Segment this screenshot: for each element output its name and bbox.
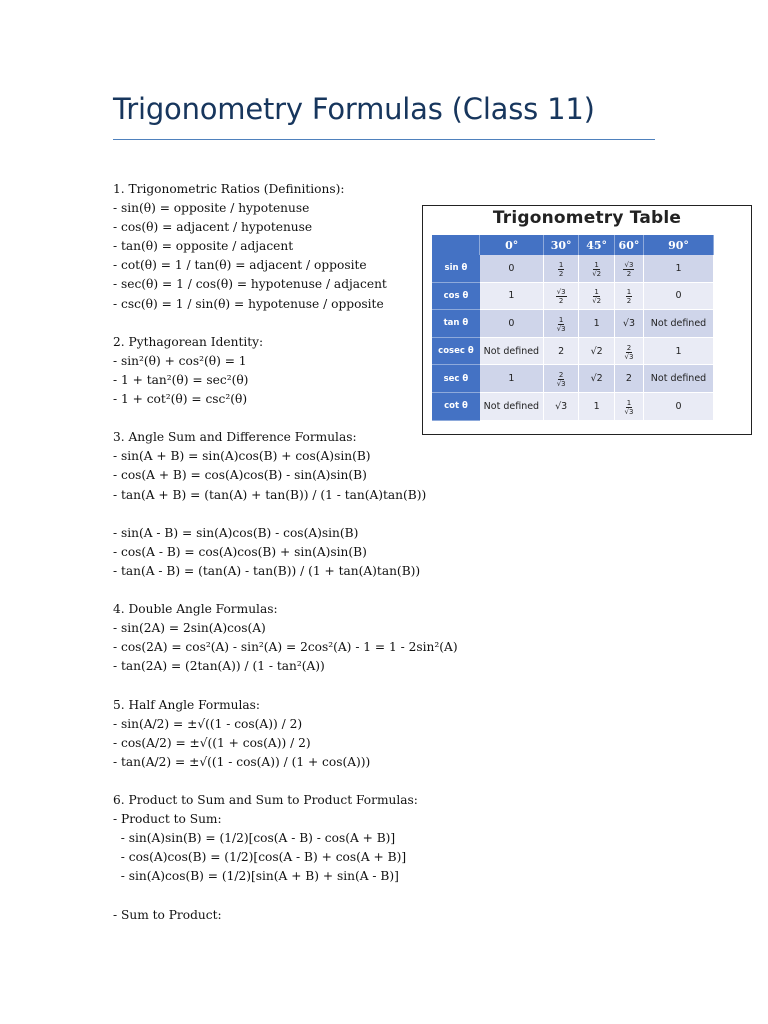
- formula-line: - sin(A)sin(B) = (1/2)[cos(A - B) - cos(A + B)]: [113, 831, 396, 846]
- fraction: [591, 288, 602, 305]
- formula-line: 4. Double Angle Formulas:: [113, 602, 278, 617]
- fraction: [623, 344, 634, 361]
- trig-table-corner: [432, 235, 480, 255]
- formula-line: - tan(A + B) = (tan(A) + tan(B)) / (1 - tan(A)tan(B)): [113, 487, 427, 502]
- formula-line: - tan(A/2) = ±√((1 - cos(A)) / (1 + cos(A))): [113, 754, 371, 769]
- trig-row-header: cosec θ: [432, 337, 480, 365]
- formula-line: - cos(θ) = adjacent / hypotenuse: [113, 220, 313, 235]
- trig-row-header: tan θ: [432, 310, 480, 338]
- trig-row: [432, 337, 714, 365]
- trig-col-header: 90°: [643, 235, 713, 255]
- trig-cell: √2: [579, 337, 615, 365]
- page-title: Trigonometry Formulas (Class 11): [113, 92, 595, 126]
- fraction-numerator: 1: [558, 260, 564, 269]
- fraction-denominator: 2: [626, 297, 632, 306]
- trig-cell: 1: [643, 255, 713, 282]
- fraction: [558, 261, 564, 278]
- fraction-numerator: √3: [556, 288, 566, 297]
- formula-line: - 1 + tan²(θ) = sec²(θ): [113, 372, 249, 387]
- formula-line: - tan(A - B) = (tan(A) - tan(B)) / (1 + tan(A)tan(B)): [113, 563, 421, 578]
- trig-cell: 2: [614, 365, 643, 393]
- trig-cell: 1: [480, 365, 544, 393]
- fraction-denominator: 2: [558, 297, 564, 306]
- formula-line: - 1 + cot²(θ) = csc²(θ): [113, 392, 248, 407]
- formula-line: - cos(2A) = cos²(A) - sin²(A) = 2cos²(A) - 1 = 1 - 2sin²(A): [113, 640, 458, 655]
- trig-row: [432, 365, 714, 393]
- trig-cell: Not defined: [643, 365, 713, 393]
- trig-cell: 2: [543, 337, 579, 365]
- trig-cell: 1: [643, 337, 713, 365]
- fraction: [623, 261, 634, 278]
- fraction-numerator: 1: [594, 260, 599, 269]
- trig-row-header: sin θ: [432, 255, 480, 282]
- fraction-denominator: √3: [624, 352, 634, 361]
- trig-cell: √3: [614, 310, 643, 338]
- formula-line: - Product to Sum:: [113, 812, 222, 827]
- trig-table: [432, 235, 714, 421]
- fraction-numerator: 1: [626, 288, 632, 297]
- trig-row-header: cot θ: [432, 392, 480, 420]
- trig-cell: [543, 310, 579, 338]
- trig-table-heading: Trigonometry Table: [492, 208, 682, 228]
- trig-cell: [614, 337, 643, 365]
- formula-line: - sin(2A) = 2sin(A)cos(A): [113, 621, 266, 636]
- formula-line: - cot(θ) = 1 / tan(θ) = adjacent / opposite: [113, 258, 367, 273]
- trig-cell: √3: [543, 392, 579, 420]
- trig-cell: 1: [480, 282, 544, 310]
- trig-col-header: 45°: [579, 235, 615, 255]
- trig-cell: Not defined: [480, 337, 544, 365]
- fraction-numerator: 1: [626, 398, 632, 407]
- trig-row: [432, 255, 714, 282]
- fraction-numerator: 2: [626, 343, 632, 352]
- fraction-denominator: 2: [558, 269, 564, 278]
- trig-cell: [543, 282, 579, 310]
- fraction-denominator: √2: [592, 269, 602, 278]
- fraction-numerator: 2: [558, 371, 564, 380]
- trig-cell: 1: [579, 310, 615, 338]
- trig-cell: [579, 255, 615, 282]
- fraction-denominator: 2: [626, 269, 632, 278]
- trig-row-header: cos θ: [432, 282, 480, 310]
- trig-col-header: 0°: [480, 235, 544, 255]
- formula-line: - sin(A/2) = ±√((1 - cos(A)) / 2): [113, 716, 303, 731]
- formula-line: - cos(A/2) = ±√((1 + cos(A)) / 2): [113, 735, 311, 750]
- fraction-denominator: √2: [592, 297, 602, 306]
- formula-line: - sin²(θ) + cos²(θ) = 1: [113, 353, 247, 368]
- formula-line: 6. Product to Sum and Sum to Product Formulas:: [113, 793, 418, 807]
- formula-line: 1. Trigonometric Ratios (Definitions):: [113, 182, 345, 196]
- trig-cell: √2: [579, 365, 615, 393]
- fraction-numerator: 1: [594, 288, 599, 297]
- formula-line: - sin(A + B) = sin(A)cos(B) + cos(A)sin(B): [113, 449, 371, 464]
- trig-col-header: 30°: [543, 235, 579, 255]
- trig-cell: [579, 282, 615, 310]
- formula-line: - sin(A - B) = sin(A)cos(B) - cos(A)sin(B): [113, 525, 359, 540]
- trig-cell: Not defined: [480, 392, 544, 420]
- blank-line: [113, 581, 633, 600]
- fraction: [591, 261, 602, 278]
- formula-line: 3. Angle Sum and Difference Formulas:: [113, 430, 357, 445]
- fraction-denominator: √3: [556, 324, 566, 333]
- formula-line: - cos(A)cos(B) = (1/2)[cos(A - B) + cos(A + B)]: [113, 850, 407, 865]
- blank-line: [113, 676, 633, 695]
- trig-row: [432, 392, 714, 420]
- trig-cell: [543, 255, 579, 282]
- formula-line: - cos(A - B) = cos(A)cos(B) + sin(A)sin(B): [113, 544, 367, 559]
- trig-row-header: sec θ: [432, 365, 480, 393]
- title-divider: [113, 139, 655, 140]
- fraction-denominator: √3: [624, 407, 634, 416]
- trig-cell: 0: [480, 255, 544, 282]
- trig-col-header: 60°: [614, 235, 643, 255]
- trig-cell: 0: [643, 282, 713, 310]
- trig-row: [432, 282, 714, 310]
- trig-cell: [614, 282, 643, 310]
- blank-line: [113, 772, 633, 791]
- blank-line: [113, 505, 633, 524]
- formula-line: - tan(θ) = opposite / adjacent: [113, 239, 294, 254]
- formula-line: - cos(A + B) = cos(A)cos(B) - sin(A)sin(B): [113, 468, 367, 483]
- formula-line: - sin(A)cos(B) = (1/2)[sin(A + B) + sin(A - B)]: [113, 869, 399, 884]
- trigonometry-table-image: [422, 205, 752, 435]
- fraction: [626, 288, 632, 305]
- formula-line: 5. Half Angle Formulas:: [113, 697, 260, 712]
- formula-line: - sec(θ) = 1 / cos(θ) = hypotenuse / adjacent: [113, 277, 387, 292]
- trig-cell: Not defined: [643, 310, 713, 338]
- trig-cell: 0: [480, 310, 544, 338]
- formula-line: - csc(θ) = 1 / sin(θ) = hypotenuse / opposite: [113, 296, 384, 311]
- fraction: [556, 316, 567, 333]
- fraction: [623, 399, 634, 416]
- formula-line: - tan(2A) = (2tan(A)) / (1 - tan²(A)): [113, 659, 325, 674]
- blank-line: [113, 886, 633, 905]
- fraction: [556, 288, 567, 305]
- trig-cell: 0: [643, 392, 713, 420]
- fraction-numerator: √3: [624, 260, 634, 269]
- formula-line: - Sum to Product:: [113, 907, 222, 922]
- trig-cell: [614, 392, 643, 420]
- formula-line: 2. Pythagorean Identity:: [113, 334, 264, 349]
- trig-cell: [614, 255, 643, 282]
- trig-cell: 1: [579, 392, 615, 420]
- trig-row: [432, 310, 714, 338]
- fraction-denominator: √3: [556, 380, 566, 389]
- formula-line: - sin(θ) = opposite / hypotenuse: [113, 201, 310, 216]
- fraction: [556, 371, 567, 388]
- fraction-numerator: 1: [558, 315, 564, 324]
- trig-cell: [543, 365, 579, 393]
